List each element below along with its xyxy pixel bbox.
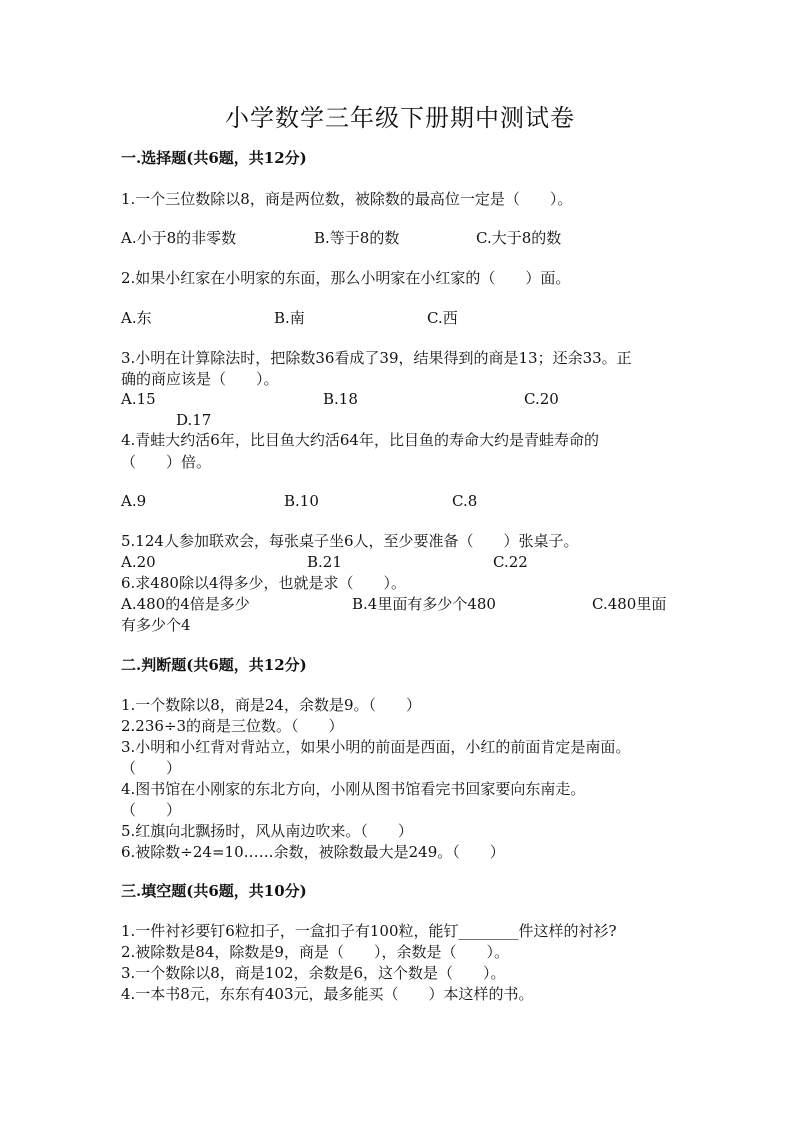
- option-d: D.17: [176, 411, 212, 429]
- option-b: B.10: [284, 492, 319, 510]
- option-b: B.21: [307, 553, 342, 571]
- question-text: （ ）倍。: [121, 453, 212, 471]
- option-c: C.20: [524, 390, 559, 408]
- option-a: A.15: [121, 390, 156, 408]
- question-text: 2.如果小红家在小明家的东面，那么小明家在小红家的（ ）面。: [121, 269, 571, 287]
- option-b: B.等于8的数: [314, 229, 400, 247]
- judgment-item: 5.红旗向北飘扬时，风从南边吹来。（ ）: [121, 822, 413, 840]
- page-title: 小学数学三年级下册期中测试卷: [225, 104, 575, 132]
- option-c: C.大于8的数: [476, 229, 562, 247]
- option-b: B.4里面有多少个480: [352, 595, 496, 613]
- judgment-item: 1.一个数除以8，商是24，余数是9。（ ）: [121, 696, 421, 714]
- option-a: A.9: [121, 492, 147, 510]
- judgment-item: （ ）: [121, 759, 182, 777]
- judgment-item: 3.小明和小红背对背站立，如果小明的前面是西面，小红的前面肯定是南面。: [121, 738, 631, 756]
- option-b: B.南: [274, 309, 305, 327]
- fill-blank-item: 3.一个数除以8，商是102，余数是6，这个数是（ ）。: [121, 964, 506, 982]
- option-c: C.8: [452, 492, 478, 510]
- question-text: 1.一个三位数除以8，商是两位数，被除数的最高位一定是（ ）。: [121, 190, 573, 208]
- option-a: A.480的4倍是多少: [121, 595, 250, 613]
- question-text: 确的商应该是（ ）。: [121, 370, 279, 388]
- judgment-item: 6.被除数÷24=10……余数，被除数最大是249。（ ）: [121, 843, 505, 861]
- question-text: 4.青蛙大约活6年，比目鱼大约活64年，比目鱼的寿命大约是青蛙寿命的: [121, 431, 599, 449]
- judgment-item: 4.图书馆在小刚家的东北方向，小刚从图书馆看完书回家要向东南走。: [121, 780, 586, 798]
- option-c: C.480里面: [592, 595, 667, 613]
- option-a: A.20: [121, 553, 156, 571]
- option-c: C.22: [493, 553, 528, 571]
- section-heading-judgment: 二.判断题(共6题，共12分): [121, 656, 307, 674]
- judgment-item: 2.236÷3的商是三位数。（ ）: [121, 717, 344, 735]
- section-heading-fill-blank: 三.填空题(共6题，共10分): [121, 882, 307, 900]
- section-heading-choice: 一.选择题(共6题，共12分): [121, 149, 307, 167]
- option-c: C.西: [427, 309, 458, 327]
- fill-blank-item: 4.一本书8元，东东有403元，最多能买（ ）本这样的书。: [121, 985, 534, 1003]
- fill-blank-item: 2.被除数是84，除数是9，商是（ ），余数是（ ）。: [121, 943, 509, 961]
- option-a: A.小于8的非零数: [121, 229, 237, 247]
- question-text: 6.求480除以4得多少，也就是求（ ）。: [121, 574, 406, 592]
- option-a: A.东: [121, 309, 152, 327]
- option-b: B.18: [323, 390, 358, 408]
- judgment-item: （ ）: [121, 801, 182, 819]
- question-text: 3.小明在计算除法时，把除数36看成了39，结果得到的商是13；还余33。正: [121, 349, 632, 367]
- fill-blank-item: 1.一件衬衫要钉6粒扣子，一盒扣子有100粒，能钉________件这样的衬衫?: [121, 922, 617, 940]
- option-c-continued: 有多少个4: [121, 616, 191, 634]
- question-text: 5.124人参加联欢会，每张桌子坐6人，至少要准备（ ）张桌子。: [121, 532, 579, 550]
